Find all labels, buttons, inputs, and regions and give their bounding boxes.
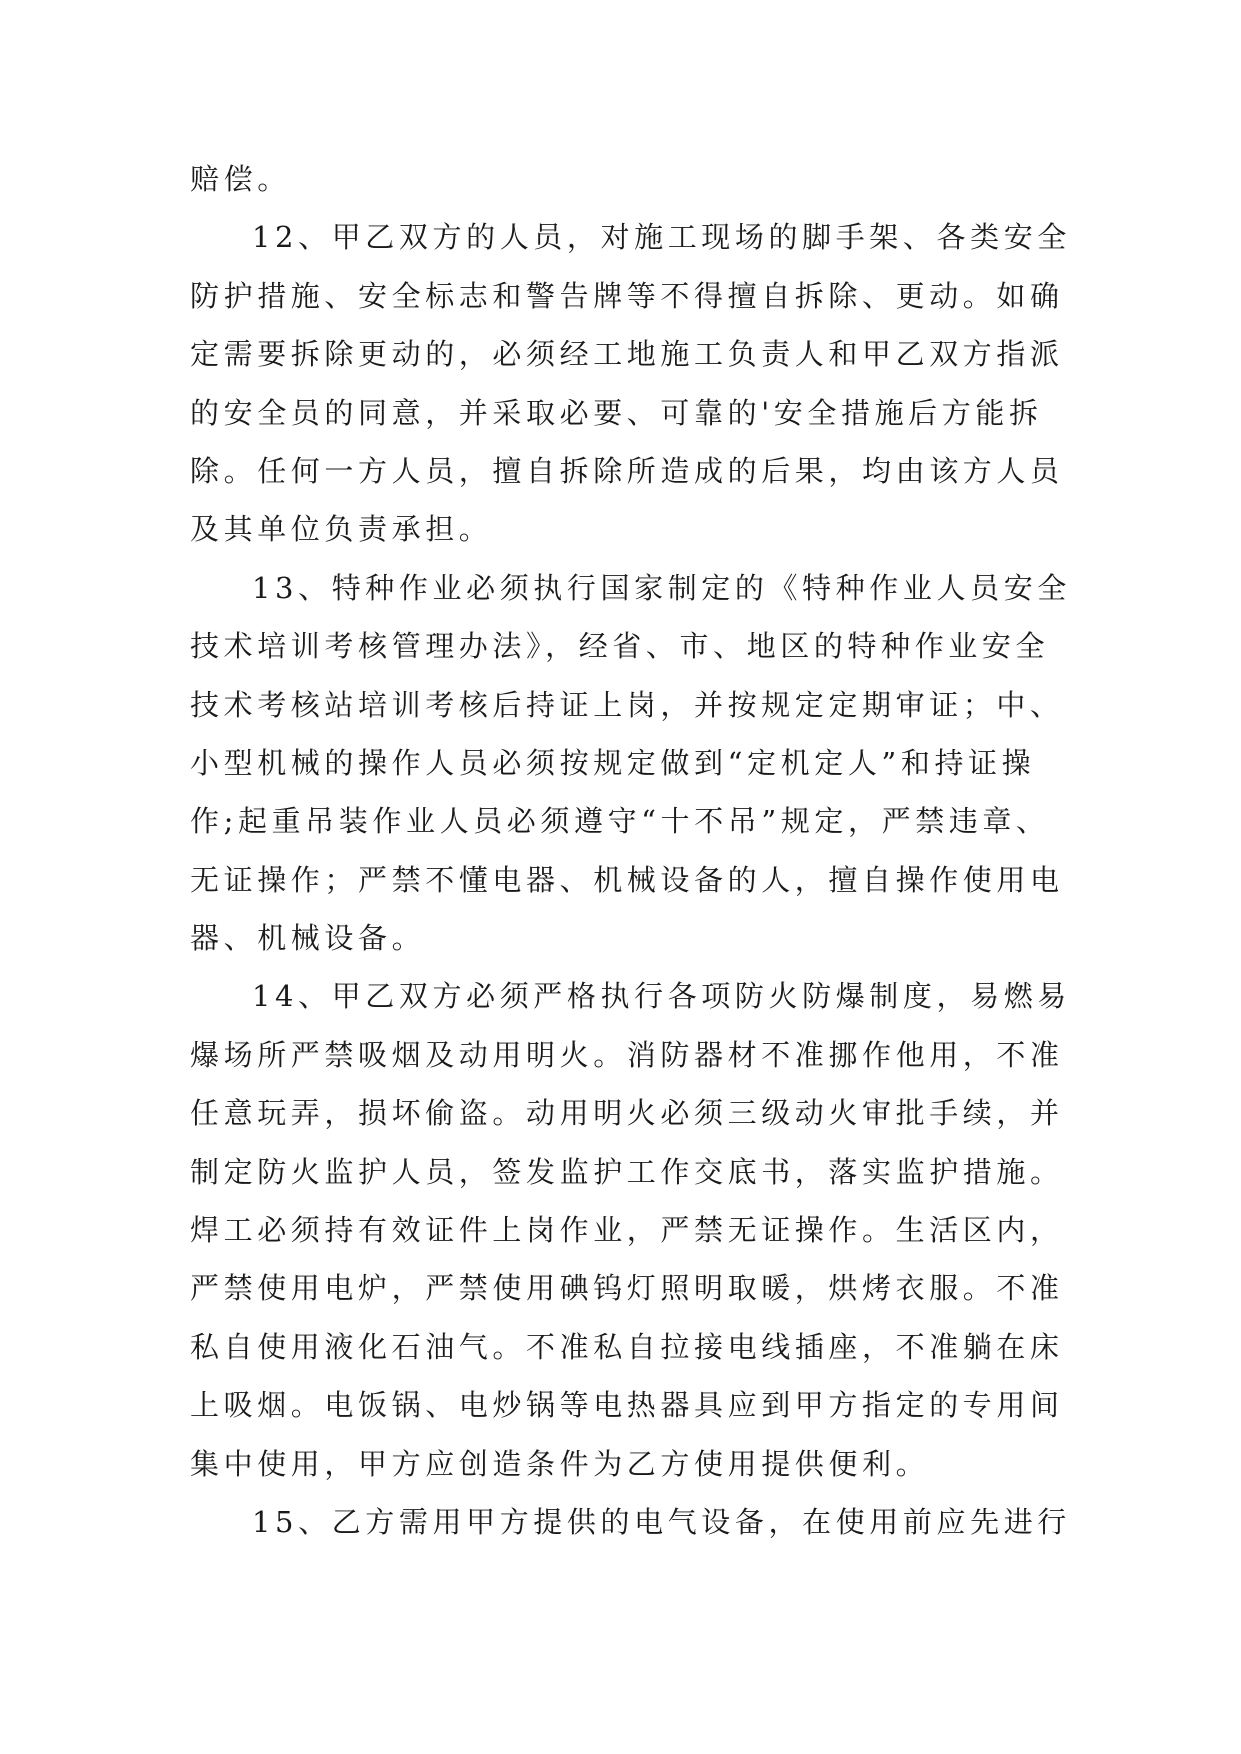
text-line: 严禁使用电炉，严禁使用碘钨灯照明取暖，烘烤衣服。不准 <box>190 1271 1064 1306</box>
text-line: 作;起重吊装作业人员必须遵守“十不吊”规定，严禁违章、 <box>190 804 1050 839</box>
document-body <box>190 150 1090 1551</box>
text-line: 14、甲乙双方必须严格执行各项防火防爆制度，易燃易 <box>252 979 1071 1014</box>
text-line: 技术培训考核管理办法》，经省、市、地区的特种作业安全 <box>190 629 1050 664</box>
text-line: 爆场所严禁吸烟及动用明火。消防器材不准挪作他用，不准 <box>190 1037 1064 1072</box>
text-line: 制定防火监护人员，签发监护工作交底书，落实监护措施。 <box>190 1154 1064 1189</box>
text-line: 防护措施、安全标志和警告牌等不得擅自拆除、更动。如确 <box>190 278 1064 313</box>
text-line: 焊工必须持有效证件上岗作业，严禁无证操作。生活区内， <box>190 1213 1064 1248</box>
text-line: 器、机械设备。 <box>190 921 426 956</box>
text-line: 13、特种作业必须执行国家制定的《特种作业人员安全 <box>252 570 1071 605</box>
text-line: 定需要拆除更动的，必须经工地施工负责人和甲乙双方指派 <box>190 337 1064 372</box>
text-line: 12、甲乙双方的人员，对施工现场的脚手架、各类安全 <box>252 220 1071 255</box>
text-line: 无证操作；严禁不懂电器、机械设备的人，擅自操作使用电 <box>190 862 1064 897</box>
text-line: 除。任何一方人员，擅自拆除所造成的后果，均由该方人员 <box>190 453 1064 488</box>
text-line: 的安全员的同意，并采取必要、可靠的'安全措施后方能拆 <box>190 395 1043 430</box>
text-line: 集中使用，甲方应创造条件为乙方使用提供便利。 <box>190 1446 930 1481</box>
text-line: 及其单位负责承担。 <box>190 512 493 547</box>
text-line: 任意玩弄，损坏偷盗。动用明火必须三级动火审批手续，并 <box>190 1096 1064 1131</box>
text-line: 小型机械的操作人员必须按规定做到“定机定人”和持证操 <box>190 745 1036 780</box>
text-line: 15、乙方需用甲方提供的电气设备，在使用前应先进行 <box>252 1504 1071 1539</box>
text-line: 上吸烟。电饭锅、电炒锅等电热器具应到甲方指定的专用间 <box>190 1388 1064 1423</box>
text-line: 私自使用液化石油气。不准私自拉接电线插座，不准躺在床 <box>190 1329 1064 1364</box>
text-line: 技术考核站培训考核后持证上岗，并按规定定期审证；中、 <box>190 687 1064 722</box>
text-line: 赔偿。 <box>190 162 291 196</box>
